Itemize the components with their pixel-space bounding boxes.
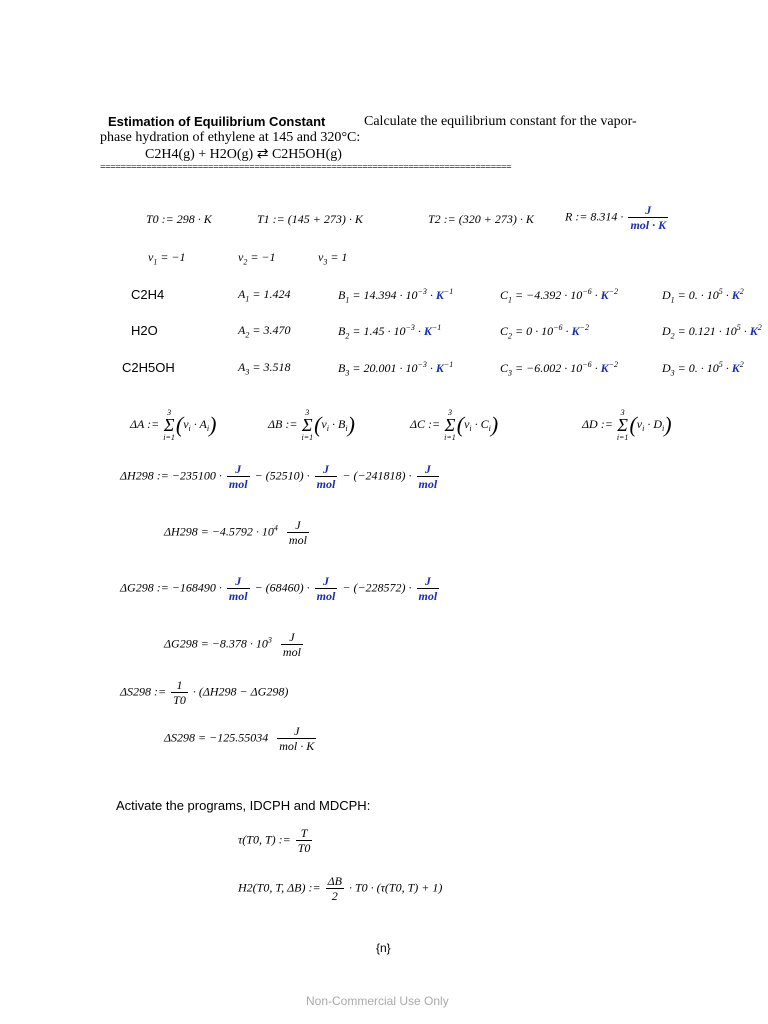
ds298-definition: ΔS298 := $\frac{1}{T0}$ · (ΔH298 − ΔG298) (120, 678, 289, 707)
b2-value: $B_2 = 1.45 \cdot 10^{-3} \cdot K^{-1}$ (338, 323, 442, 341)
c2-value: $C_2 = 0 \cdot 10^{-6} \cdot K^{-2}$ (500, 323, 589, 341)
description-line-2: phase hydration of ethylene at 145 and 320°C: (100, 130, 361, 145)
c1-value: $C_1 = -4.392 \cdot 10^{-6} \cdot K^{-2}$ (500, 287, 619, 305)
t2-definition: T2 := (320 + 273) · K (428, 212, 534, 226)
dh298-result: $\Delta H298 = -4.5792 \cdot 10^4$ $\frac{J}{\text{mol}}$ (164, 518, 307, 547)
footer-watermark: Non-Commercial Use Only (306, 994, 449, 1008)
description-line-1: Calculate the equilibrium constant for the vapor- (364, 114, 637, 129)
a1-value: $A_1 = 1.424$ (238, 287, 291, 304)
section-title: Estimation of Equilibrium Constant (108, 114, 326, 129)
nu1-definition: $\nu_1 = -1$ (148, 250, 186, 267)
species-name: H2O (131, 323, 158, 338)
delta-a-sum: ΔA := 3 Σ $i=1(\nu_i \cdot A_i)$ (130, 408, 217, 442)
b3-value: $B_3 = 20.001 \cdot 10^{-3} \cdot K^{-1}$ (338, 360, 454, 378)
delta-b-sum: ΔB := 3 Σ $i=1(\nu_i \cdot B_i)$ (268, 408, 355, 442)
page-marker: {n} (376, 941, 391, 955)
a2-value: $A_2 = 3.470$ (238, 323, 291, 340)
separator-line: ================================================================================ (100, 162, 512, 173)
b1-value: $B_1 = 14.394 \cdot 10^{-3} \cdot K^{-1}$ (338, 287, 454, 305)
d3-value: $D_3 = 0$. · $10^5 \cdot K^2$ (662, 360, 744, 378)
dh298-definition: ΔH298 := −235100 · $\frac{J}{\text{mol}}$ − (52510) · $\frac{J}{\text{mol}}$ − (−241818) · $\frac{J}{\text{mol}}$ (120, 462, 438, 491)
t0-definition: T0 := 298 · K (146, 212, 212, 226)
nu2-definition: $\nu_2 = -1$ (238, 250, 276, 267)
programs-intro: Activate the programs, IDCPH and MDCPH: (116, 798, 371, 813)
species-name: C2H4 (131, 287, 165, 302)
r-definition: R := 8.314 · $\frac{J}{\text{mol · K}}$ (565, 203, 667, 232)
dg298-definition: ΔG298 := −168490 · $\frac{J}{\text{mol}}$ − (68460) · $\frac{J}{\text{mol}}$ − (−228572) · $\frac{J}{\text{mol}}$ (120, 574, 438, 603)
a3-value: $A_3 = 3.518$ (238, 360, 291, 377)
t1-definition: T1 := (145 + 273) · K (257, 212, 363, 226)
description-text: phase hydration of ethylene at 145 and 320 (100, 130, 342, 145)
description-end: C: (347, 130, 361, 145)
ds298-result: ΔS298 = −125.55034 $\frac{J}{\text{mol · K}}$ (164, 724, 315, 753)
species-name: C2H5OH (122, 360, 175, 375)
h2-definition: H2(T0, T, ΔB) := $\frac{\Delta B}{2}$ · T0 · (τ(T0, T) + 1) (238, 874, 443, 903)
c3-value: $C_3 = -6.002 \cdot 10^{-6} \cdot K^{-2}$ (500, 360, 619, 378)
d2-value: $D_2 = 0.121 \cdot 10^5 \cdot K^2$ (662, 323, 762, 341)
nu3-definition: $\nu_3 = 1$ (318, 250, 348, 267)
delta-c-sum: ΔC := 3 Σ $i=1(\nu_i \cdot C_i)$ (410, 408, 499, 442)
reaction-equation: C2H4(g) + H2O(g) ⇄ C2H5OH(g) (145, 147, 342, 162)
tau-definition: τ(T0, T) := $\frac{T}{T0}$ (238, 826, 311, 855)
delta-d-sum: ΔD := 3 Σ $i=1(\nu_i \cdot D_i)$ (582, 408, 672, 442)
d1-value: $D_1 = 0$. · $10^5 \cdot K^2$ (662, 287, 744, 305)
dg298-result: $\Delta G298 = -8.378 \cdot 10^3$ $\frac{J}{\text{mol}}$ (164, 630, 301, 659)
